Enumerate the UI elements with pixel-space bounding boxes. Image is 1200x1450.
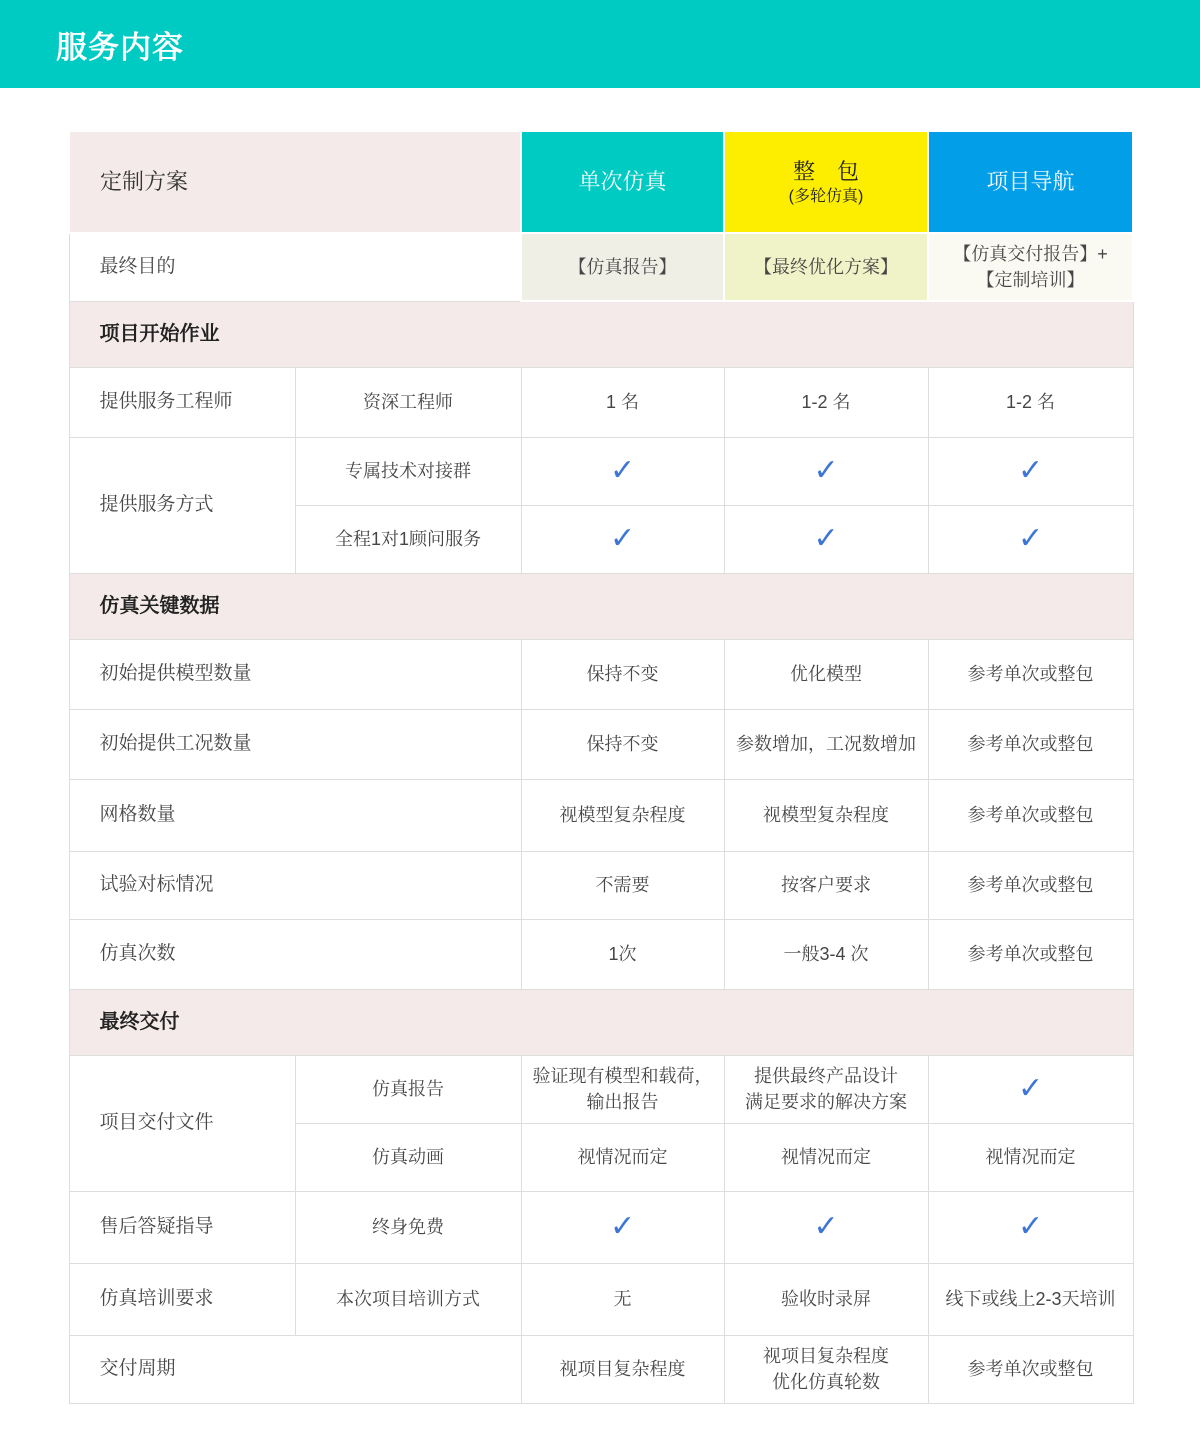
purpose-single: 【仿真报告】 [521,233,724,301]
engineer-nav: 1-2 名 [928,367,1133,437]
cycle-package [724,1335,928,1403]
delivery-report-nav [928,1055,1133,1123]
sim-count-package: 一般3-4 次 [724,919,928,989]
sim-count-label: 仿真次数 [69,919,521,989]
check-icon: ✓ [813,521,839,555]
check-icon: ✓ [609,1209,636,1243]
condition-count-single: 保持不变 [521,709,724,779]
delivery-report-package-line2: 满足要求的解决方案 [745,1092,908,1112]
row-condition-count [69,709,1133,779]
cycle-package-line2: 优化仿真轮数 [772,1372,881,1392]
service-mode-sublabel-1: 专属技术对接群 [295,437,521,505]
page-title: 服务内容 [56,29,184,65]
col-header-package-title: 整 包 [793,158,860,184]
service-mode2-package [724,505,928,573]
check-icon: ✓ [609,521,636,555]
header-row [69,131,1133,233]
row-mesh-count [69,779,1133,851]
check-icon: ✓ [1017,453,1044,487]
condition-count-package: 参数增加，工况数增加 [724,709,928,779]
model-count-single: 保持不变 [521,639,724,709]
cycle-label: 交付周期 [69,1335,521,1403]
delivery-report-package-line1: 提供最终产品设计 [754,1066,899,1086]
purpose-package: 【最终优化方案】 [724,233,928,301]
row-model-count [69,639,1133,709]
condition-count-nav: 参考单次或整包 [928,709,1133,779]
check-icon: ✓ [1017,1209,1044,1243]
cycle-single: 视项目复杂程度 [521,1335,724,1403]
sim-count-nav: 参考单次或整包 [928,919,1133,989]
delivery-report-package [724,1055,928,1123]
delivery-sublabel-report: 仿真报告 [295,1055,521,1123]
mesh-count-label: 网格数量 [69,779,521,851]
training-nav: 线下或线上2-3天培训 [928,1263,1133,1335]
table-container [68,130,1132,1404]
mesh-count-package: 视模型复杂程度 [724,779,928,851]
row-purpose [69,233,1133,301]
engineer-sublabel: 资深工程师 [295,367,521,437]
col-header-package-subtitle: (多轮仿真) [788,187,864,205]
model-count-label: 初始提供模型数量 [69,639,521,709]
section-row-start [69,301,1133,367]
after-sales-label: 售后答疑指导 [69,1191,295,1263]
benchmark-label: 试验对标情况 [69,851,521,919]
check-icon: ✓ [1017,1071,1044,1105]
check-icon: ✓ [813,453,839,487]
delivery-anim-package: 视情况而定 [724,1123,928,1191]
section-row-delivery [69,989,1133,1055]
after-sales-package [724,1191,928,1263]
after-sales-sublabel: 终身免费 [295,1191,521,1263]
delivery-report-single [521,1055,724,1123]
row-service-mode-1 [69,437,1133,505]
section-title-delivery: 最终交付 [69,989,1133,1055]
cycle-package-line1: 视项目复杂程度 [763,1346,890,1366]
mesh-count-nav: 参考单次或整包 [928,779,1133,851]
cycle-nav: 参考单次或整包 [928,1335,1133,1403]
col-header-single: 单次仿真 [521,131,724,233]
delivery-report-single-line1: 验证现有模型和载荷， [532,1066,713,1086]
service-mode-label: 提供服务方式 [69,437,295,573]
delivery-sublabel-anim: 仿真动画 [295,1123,521,1191]
service-table [68,130,1134,1404]
row-training [69,1263,1133,1335]
check-icon: ✓ [1017,521,1044,555]
service-mode-sublabel-2: 全程1对1顾问服务 [295,505,521,573]
delivery-report-single-line2: 输出报告 [586,1092,659,1112]
benchmark-single: 不需要 [521,851,724,919]
delivery-anim-nav: 视情况而定 [928,1123,1133,1191]
purpose-nav-line2: 【定制培训】 [976,270,1085,290]
purpose-nav [928,233,1133,301]
training-sublabel: 本次项目培训方式 [295,1263,521,1335]
check-icon: ✓ [609,453,636,487]
model-count-nav: 参考单次或整包 [928,639,1133,709]
training-single: 无 [521,1263,724,1335]
after-sales-single [521,1191,724,1263]
service-mode1-single [521,437,724,505]
delivery-label: 项目交付文件 [69,1055,295,1191]
page-header-bar [0,0,1200,88]
engineer-package: 1-2 名 [724,367,928,437]
model-count-package: 优化模型 [724,639,928,709]
col-header-nav: 项目导航 [928,131,1133,233]
service-mode1-package [724,437,928,505]
condition-count-label: 初始提供工况数量 [69,709,521,779]
col-header-package [724,131,928,233]
row-engineer [69,367,1133,437]
row-cycle [69,1335,1133,1403]
purpose-label: 最终目的 [69,233,521,301]
purpose-nav-line1: 【仿真交付报告】+ [953,244,1108,264]
section-title-start: 项目开始作业 [69,301,1133,367]
engineer-label: 提供服务工程师 [69,367,295,437]
service-mode1-nav [928,437,1133,505]
row-benchmark [69,851,1133,919]
row-after-sales [69,1191,1133,1263]
after-sales-nav [928,1191,1133,1263]
training-package: 验收时录屏 [724,1263,928,1335]
mesh-count-single: 视模型复杂程度 [521,779,724,851]
row-delivery-report [69,1055,1133,1123]
delivery-anim-single: 视情况而定 [521,1123,724,1191]
engineer-single: 1 名 [521,367,724,437]
sim-count-single: 1次 [521,919,724,989]
section-row-data [69,573,1133,639]
section-title-data: 仿真关键数据 [69,573,1133,639]
benchmark-nav: 参考单次或整包 [928,851,1133,919]
col-header-plan: 定制方案 [69,131,521,233]
benchmark-package: 按客户要求 [724,851,928,919]
service-mode2-single [521,505,724,573]
service-mode2-nav [928,505,1133,573]
training-label: 仿真培训要求 [69,1263,295,1335]
check-icon: ✓ [813,1209,839,1243]
row-sim-count [69,919,1133,989]
